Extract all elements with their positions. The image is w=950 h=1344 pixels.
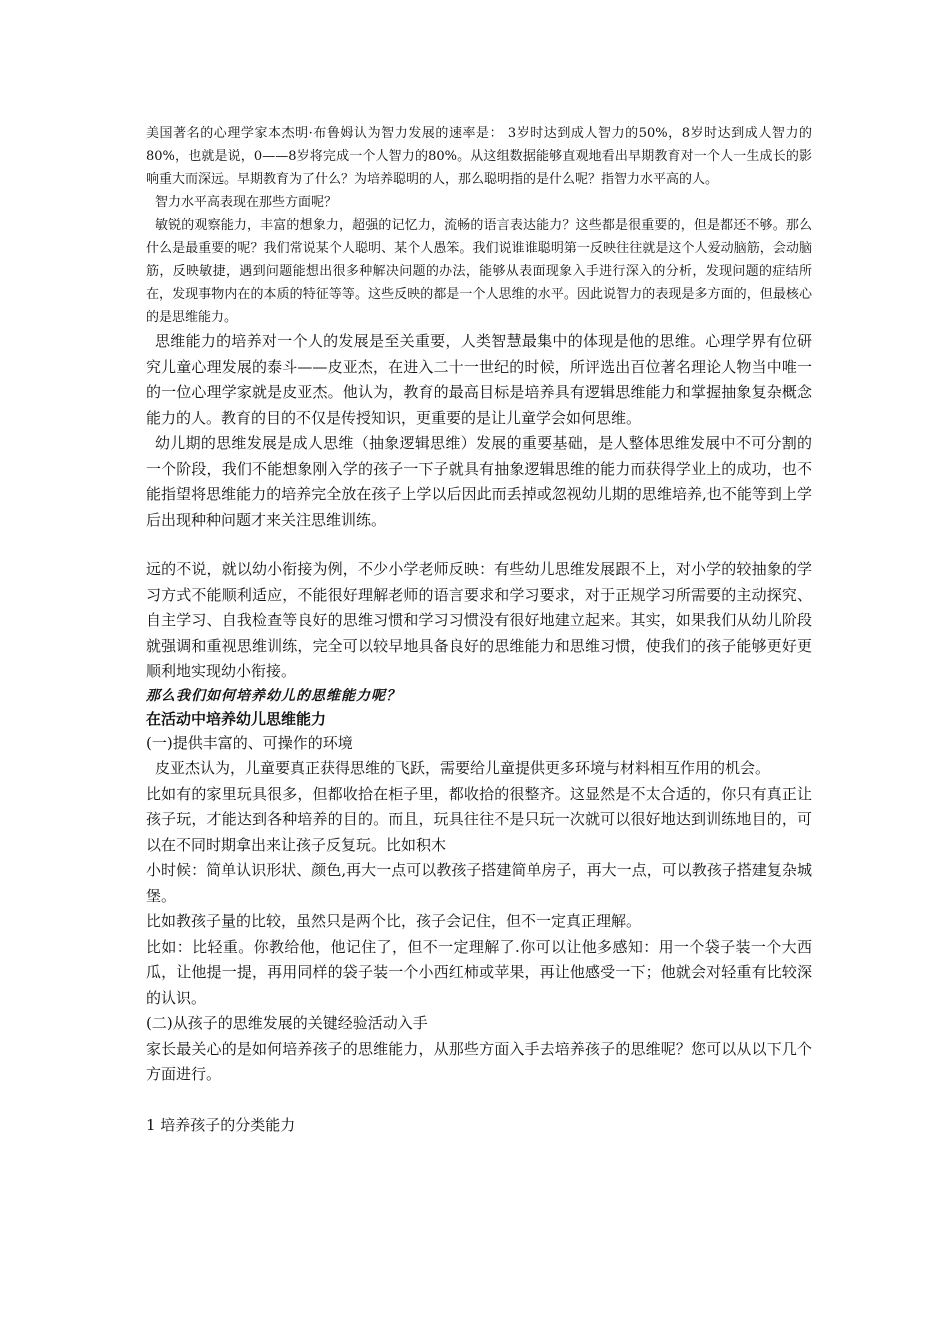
paragraph-thinking-importance: 思维能力的培养对一个人的发展是至关重要，人类智慧最集中的体现是他的思维。心理学界有位研究儿童心理发展的泰斗——皮亚杰，在进入二十一世纪的时候，所评选出百位著名理论人物当中唯一的一位心理学家就是皮亚杰。他认为，教育的最高目标是培养具有逻辑思维能力和掌握抽象复杂概念能力的人。教育的目的不仅是传授知识，更重要的是让儿童学会如何思维。 <box>146 332 812 427</box>
paragraph-bloom-intelligence: 美国著名的心理学家本杰明·布鲁姆认为智力发展的速率是： 3岁时达到成人智力的50%，8岁时达到成人智力的80%，也就是说，0——8岁将完成一个人智力的80%。从这组数据能够直观地看出早期教育对一个人一生成长的影响重大而深远。早期教育为了什么？为培养聪明的人，那么聪明指的是什么呢？指智力水平高的人。 <box>146 126 812 187</box>
spacer <box>146 1088 812 1113</box>
subsection-heading-one: (一)提供丰富的、可操作的环境 <box>146 733 353 752</box>
spacer <box>146 533 812 557</box>
paragraph-childhood-blocks: 小时候：简单认识形状、颜色,再大一点可以教孩子搭建简单房子，再大一点，可以教孩子搭建复杂城堡。 <box>146 861 812 905</box>
paragraph-school-transition: 远的不说，就以幼小衔接为例，不少小学老师反映：有些幼儿思维发展跟不上，对小学的较抽象的学习方式不能顺利适应，不能很好理解老师的语言要求和学习要求，对于正规学习所需要的主动探究、自主学习、自我检查等良好的思维习惯和学习习惯没有很好地建立起来。其实，如果我们从幼儿阶段就强调和重视思维训练，完全可以较早地具备良好的思维能力和思维习惯，使我们的孩子能够更好更顺利地实现幼小衔接。 <box>146 560 812 680</box>
paragraph-how-to-question: 那么我们如何培养幼儿的思维能力呢？ <box>146 687 401 704</box>
section-heading: 在活动中培养幼儿思维能力 <box>146 709 327 728</box>
paragraph-quantity-comparison: 比如教孩子量的比较，虽然只是两个比，孩子会记住，但不一定真正理解。 <box>146 912 642 930</box>
subsection-heading-two: (二)从孩子的思维发展的关键经验活动入手 <box>146 1014 428 1032</box>
paragraph-observation-ability: 敏锐的观察能力，丰富的想象力，超强的记忆力，流畅的语言表达能力？这些都是很重要的，但是都还不够。那么什么是最重要的呢？我们常说某个人聪明、某个人愚笨。我们说谁谁聪明第一反映往往就是这个人爱动脑筋，会动脑筋，反映敏捷，遇到问题能想出很多种解决问题的办法，能够从表面现象入手进行深入的分析，发现问题的症结所在，发现事物内在的本质的特征等等。这些反映的都是一个人思维的水平。因此说智力的表现是多方面的，但最核心的是思维能力。 <box>146 218 812 325</box>
paragraph-early-childhood-thinking: 幼儿期的思维发展是成人思维（抽象逻辑思维）发展的重要基础，是人整体思维发展中不可分割的一个阶段，我们不能想象刚入学的孩子一下子就具有抽象逻辑思维的能力而获得学业上的成功，也不能指望将思维能力的培养完全放在孩子上学以后因此而丢掉或忽视幼儿期的思维培养,也不能等到上学后出现种种问题才来关注思维训练。 <box>146 434 812 529</box>
document-page <box>146 122 812 1138</box>
paragraph-parents-concern: 家长最关心的是如何培养孩子的思维能力，从那些方面入手去培养孩子的思维呢？您可以从以下几个方面进行。 <box>146 1039 812 1083</box>
paragraph-toys-example: 比如有的家里玩具很多，但都收拾在柜子里，都收拾的很整齐。这显然是不太合适的，你只有真正让孩子玩，才能达到各种培养的目的。而且，玩具往往不是只玩一次就可以很好地达到训练地目的，可以在不同时期拿出来让孩子反复玩。比如积木 <box>146 784 812 854</box>
paragraph-piaget-environment: 皮亚杰认为，儿童要真正获得思维的飞跃，需要给儿童提供更多环境与材料相互作用的机会。 <box>155 759 771 777</box>
list-item-classification: 1 培养孩子的分类能力 <box>146 1115 296 1134</box>
paragraph-weight-comparison: 比如：比轻重。你教给他，他记住了，但不一定理解了.你可以让他多感知：用一个袋子装一个大西瓜，让他提一提，再用同样的袋子装一个小西红柿或苹果，再让他感受一下；他就会对轻重有比较深的认识。 <box>146 937 812 1007</box>
paragraph-question-intelligence: 智力水平高表现在那些方面呢？ <box>155 195 338 210</box>
